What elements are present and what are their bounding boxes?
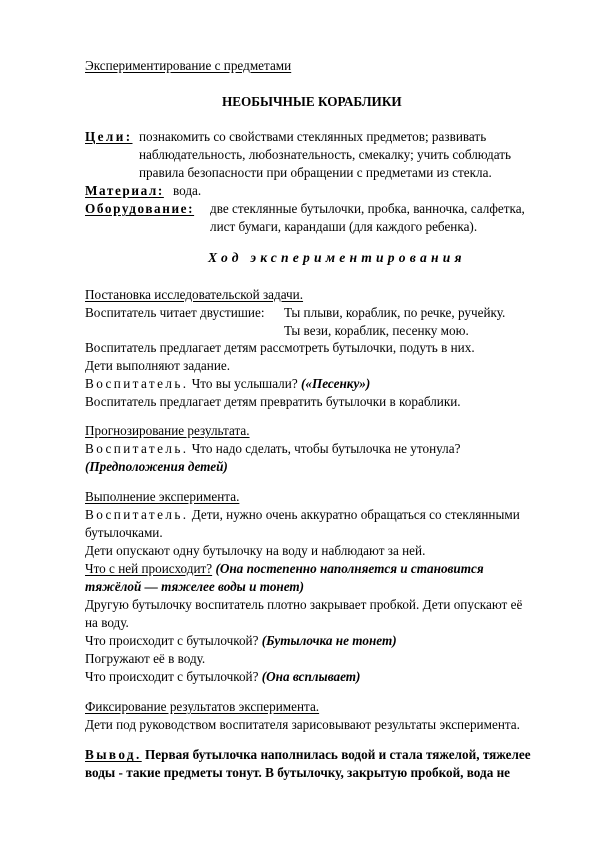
section3-line-7: на воду. <box>85 615 129 630</box>
children-answer: («Песенку») <box>300 376 371 391</box>
goals-line-2: наблюдательность, любознательность, смекалку; учить соблюдать <box>139 147 511 162</box>
section-heading-results: Фиксирование результатов эксперимента. <box>85 699 320 714</box>
children-answer: (Предположения детей) <box>85 459 228 474</box>
answer-text: (Она постепенно наполняется и становится <box>215 561 484 576</box>
section-heading-experiment: Выполнение эксперимента. <box>85 489 240 504</box>
section3-line-4 <box>85 560 484 577</box>
conclusion-label: Вывод. <box>85 747 142 762</box>
section1-line-6: Воспитатель предлагает детям превратить бутылочки в кораблики. <box>85 394 461 409</box>
subject-heading: Экспериментирование с предметами <box>85 58 292 73</box>
equipment-line-2: лист бумаги, карандаши (для каждого ребенка). <box>210 219 478 234</box>
teacher-instruction: Дети, нужно очень аккуратно обращаться со стеклянными <box>191 507 520 522</box>
section3-line-3: Дети опускают одну бутылочку на воду и наблюдают за ней. <box>85 543 426 558</box>
teacher-label: Воспитатель. <box>85 376 189 391</box>
answer-text: (Бутылочка не тонет) <box>261 633 397 648</box>
answer-text: (Она всплывает) <box>261 669 361 684</box>
poem-line-2: Ты вези, кораблик, песенку мою. <box>284 323 469 338</box>
section-heading-prediction: Прогнозирование результата. <box>85 423 250 438</box>
goals-label: Цели: <box>85 129 133 144</box>
material-label: Материал: <box>85 183 164 198</box>
question-text: Что происходит с бутылочкой? <box>85 633 259 648</box>
teacher-question: Что вы услышали? <box>191 376 298 391</box>
section4-line-1: Дети под руководством воспитателя зарисовывают результаты эксперимента. <box>85 717 520 732</box>
question-text: Что с ней происходит? <box>85 561 213 576</box>
answer-text-cont: тяжёлой — тяжелее воды и тонет) <box>85 579 305 594</box>
section3-line-6: Другую бутылочку воспитатель плотно закрывает пробкой. Дети опускают её <box>85 597 523 612</box>
conclusion-line-1 <box>85 746 531 763</box>
section1-line-5 <box>85 375 370 392</box>
section3-line-8 <box>85 632 397 649</box>
section-heading-task: Постановка исследовательской задачи. <box>85 287 304 302</box>
section2-line-1 <box>85 440 460 457</box>
course-heading: Ход экспериментирования <box>208 250 466 265</box>
section3-line-9: Погружают её в воду. <box>85 651 206 666</box>
section1-line-1: Воспитатель читает двустишие: <box>85 305 265 320</box>
section3-line-10 <box>85 668 360 685</box>
conclusion-line-2: воды - такие предметы тонут. В бутылочку, закрытую пробкой, вода не <box>85 765 511 780</box>
question-text: Что происходит с бутылочкой? <box>85 669 259 684</box>
equipment-line-1: две стеклянные бутылочки, пробка, ванночка, салфетка, <box>210 201 525 216</box>
section3-line-2: бутылочками. <box>85 525 163 540</box>
teacher-label: Воспитатель. <box>85 507 189 522</box>
goals-line-3: правила безопасности при обращении с предметами из стекла. <box>139 165 492 180</box>
conclusion-text: Первая бутылочка наполнилась водой и стала тяжелой, тяжелее <box>145 747 531 762</box>
section3-line-1 <box>85 506 520 523</box>
section1-line-3: Воспитатель предлагает детям рассмотреть бутылочки, подуть в них. <box>85 340 475 355</box>
poem-line-1: Ты плыви, кораблик, по речке, ручейку. <box>284 305 506 320</box>
teacher-label: Воспитатель. <box>85 441 189 456</box>
goals-line-1: познакомить со свойствами стеклянных предметов; развивать <box>139 129 487 144</box>
material-text: вода. <box>173 183 202 198</box>
document-title: НЕОБЫЧНЫЕ КОРАБЛИКИ <box>222 94 402 109</box>
equipment-label: Оборудование: <box>85 201 195 216</box>
section1-line-4: Дети выполняют задание. <box>85 358 231 373</box>
teacher-question: Что надо сделать, чтобы бутылочка не утонула? <box>191 441 461 456</box>
